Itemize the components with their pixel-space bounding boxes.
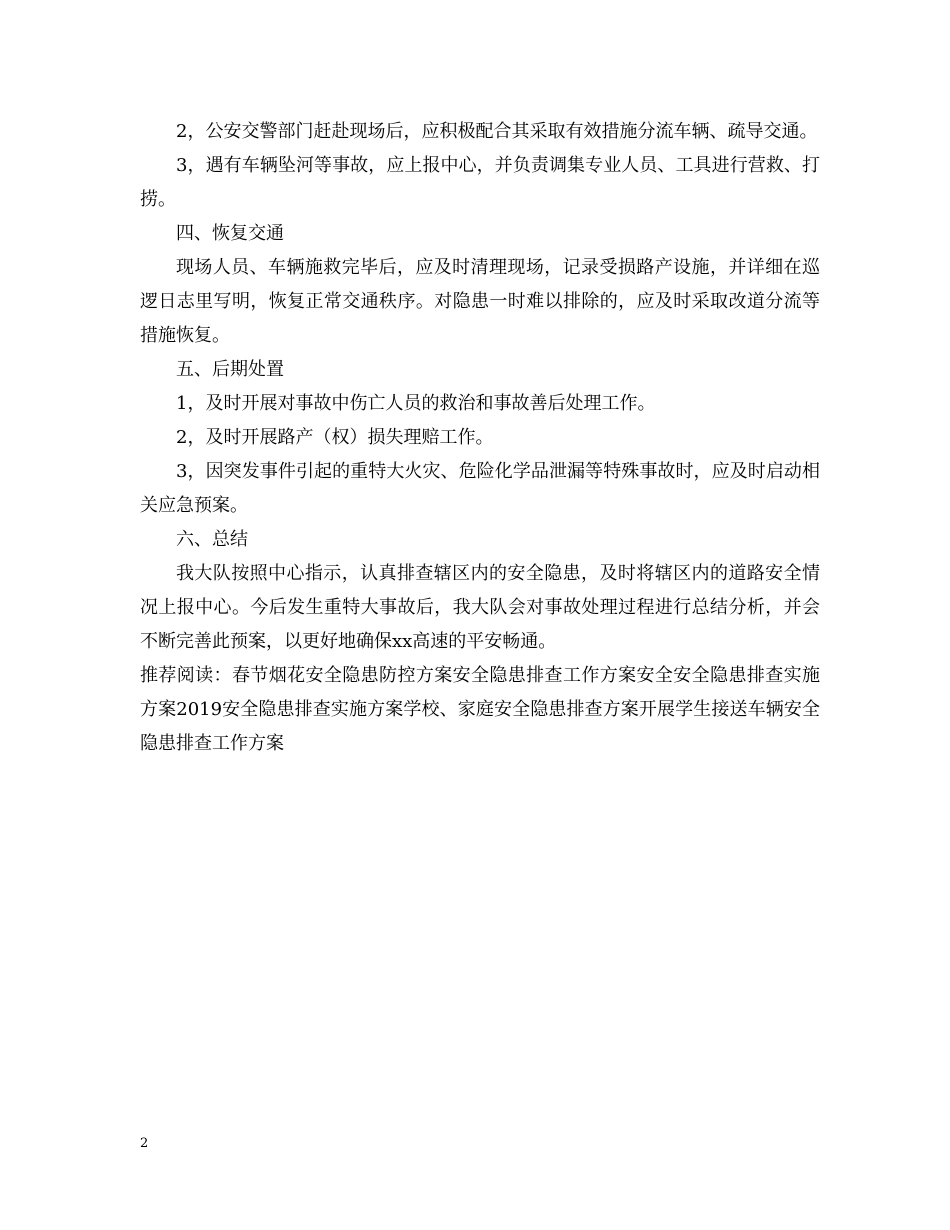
paragraph-summary: 我大队按照中心指示，认真排查辖区内的安全隐患，及时将辖区内的道路安全情况上报中心。今后发生重特大事故后，我大队会对事故处理过程进行总结分析，并会不断完善此预案，以更好地确保xx高速的平安畅通。 — [140, 563, 820, 652]
paragraph-aftermath-3: 3，因突发事件引起的重特大火灾、危险化学品泄漏等特殊事故时，应及时启动相关应急预案。 — [140, 461, 820, 516]
page-content — [140, 115, 820, 761]
paragraph-restore-traffic: 现场人员、车辆施救完毕后，应及时清理现场，记录受损路产设施，并详细在巡逻日志里写明，恢复正常交通秩序。对隐患一时难以排除的，应及时采取改道分流等措施恢复。 — [140, 257, 820, 346]
page-number: 2 — [140, 1136, 149, 1151]
paragraph-aftermath-2: 2，及时开展路产（权）损失理赔工作。 — [176, 427, 494, 448]
recommended-reading: 推荐阅读：春节烟花安全隐患防控方案安全隐患排查工作方案安全安全隐患排查实施方案2019安全隐患排查实施方案学校、家庭安全隐患排查方案开展学生接送车辆安全隐患排查工作方案 — [140, 665, 820, 754]
heading-summary: 六、总结 — [176, 529, 248, 550]
paragraph-aftermath-1: 1，及时开展对事故中伤亡人员的救治和事故善后处理工作。 — [176, 393, 656, 414]
paragraph-vehicle-river: 3，遇有车辆坠河等事故，应上报中心，并负责调集专业人员、工具进行营救、打捞。 — [140, 155, 820, 210]
heading-aftermath: 五、后期处置 — [176, 359, 284, 380]
paragraph-traffic-police: 2，公安交警部门赶赴现场后，应积极配合其采取有效措施分流车辆、疏导交通。 — [176, 121, 818, 142]
heading-restore-traffic: 四、恢复交通 — [176, 223, 284, 244]
